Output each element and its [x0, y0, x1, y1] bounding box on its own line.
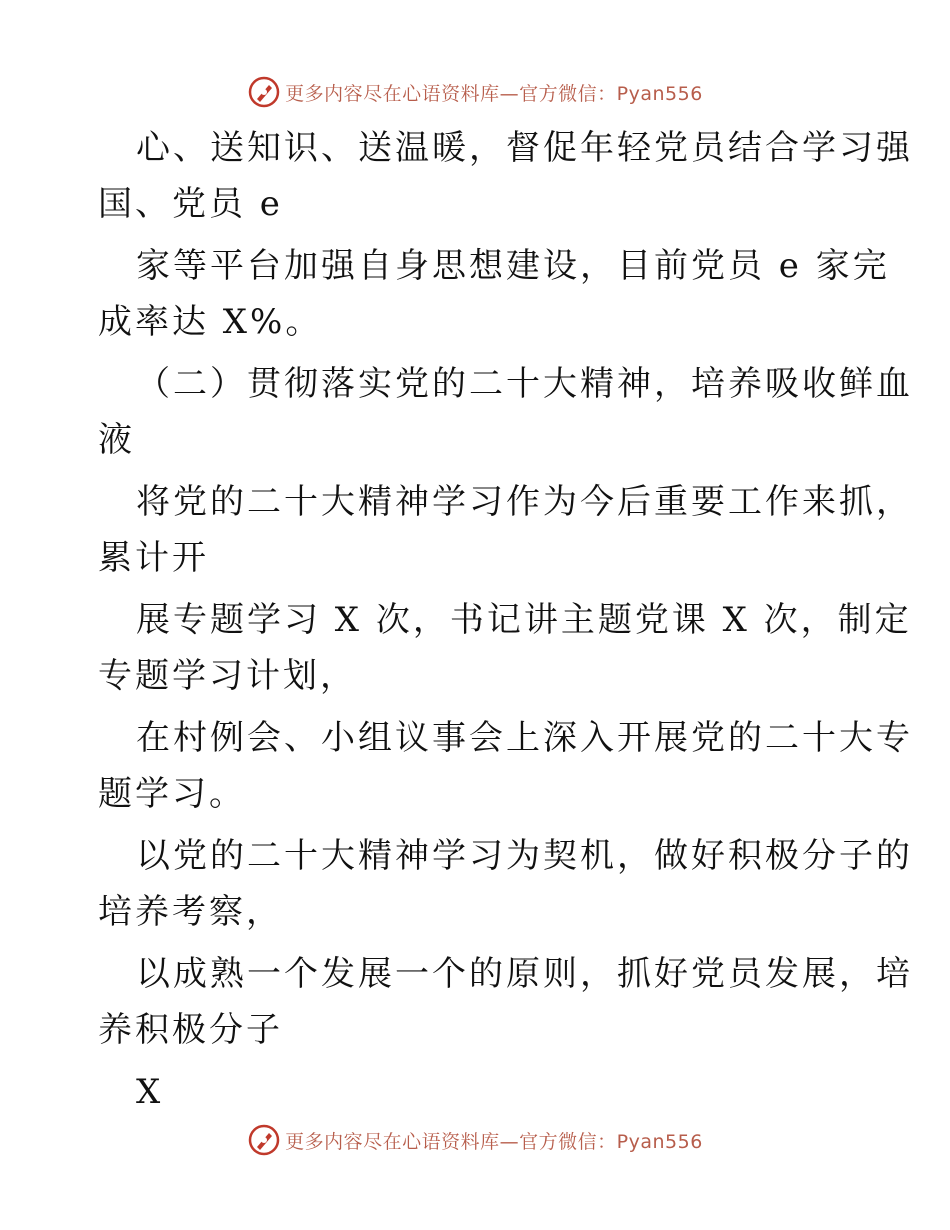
text-line: 家等平台加强自身思想建设，目前党员 e 家完 — [136, 246, 890, 286]
text-line: 题学习。 — [98, 774, 246, 814]
watermark-text: 更多内容尽在心语资料库—官方微信：Pyan556 — [285, 1130, 703, 1153]
text-line: 养积极分子 — [98, 1010, 283, 1050]
section-heading: （二）贯彻落实党的二十大精神，培养吸收鲜血 — [136, 364, 913, 404]
text-line: 国、党员 e — [98, 184, 283, 224]
watermark-text: 更多内容尽在心语资料库—官方微信：Pyan556 — [285, 82, 703, 105]
text-line: 心、送知识、送温暖，督促年轻党员结合学习强 — [136, 128, 913, 168]
text-line: 展专题学习 X 次，书记讲主题党课 X 次，制定 — [136, 600, 912, 640]
text-line: 专题学习计划， — [98, 656, 357, 696]
text-line: 累计开 — [98, 538, 209, 578]
text-line: X — [136, 1072, 164, 1112]
text-line: 在村例会、小组议事会上深入开展党的二十大专 — [136, 718, 913, 758]
pen-circle-logo-icon — [247, 75, 281, 109]
text-line: 以成熟一个发展一个的原则，抓好党员发展，培 — [136, 954, 913, 994]
text-line: 培养考察， — [98, 892, 283, 932]
footer-watermark — [0, 1120, 950, 1160]
text-line: 成率达 X%。 — [98, 302, 323, 342]
text-line: 液 — [98, 420, 135, 460]
document-body — [98, 120, 913, 1120]
header-watermark — [0, 72, 950, 112]
text-line: 将党的二十大精神学习作为今后重要工作来抓， — [136, 482, 913, 522]
text-line: 以党的二十大精神学习为契机，做好积极分子的 — [136, 836, 913, 876]
pen-circle-logo-icon — [247, 1123, 281, 1157]
